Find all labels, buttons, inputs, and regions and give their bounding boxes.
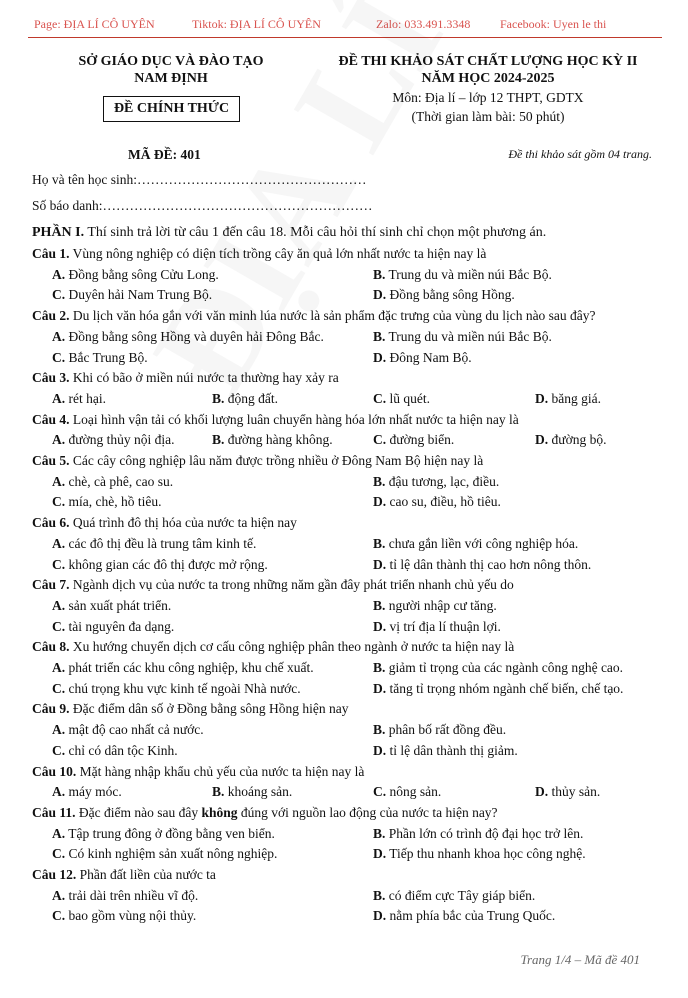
question-number: Câu 4. [32,411,70,427]
option-text: chú trọng khu vực kinh tế ngoài Nhà nước. [68,680,301,696]
question-text-part: đúng với nguồn lao động của nước ta hiện nay? [237,804,498,820]
option-text: không gian các đô thị được mở rộng. [68,556,268,572]
option-letter: A. [52,784,66,800]
question-number: Câu 1. [32,246,70,261]
answer-option [212,391,278,407]
option-text: Tập trung đông ở đồng bằng ven biển. [68,825,275,841]
answer-option [52,536,256,552]
answer-option [373,557,591,573]
option-text: máy móc. [68,784,122,800]
question-number: Câu 5. [32,453,70,468]
option-letter: D. [373,494,387,510]
answer-option [52,267,219,283]
answer-option [52,557,268,573]
answer-option [373,598,497,614]
option-text: chè, cà phê, cao su. [68,473,174,489]
top-tiktok-label: Tiktok: ĐỊA LÍ CÔ UYÊN [192,17,321,31]
option-text: đường bộ. [551,432,607,448]
answer-option [373,722,506,738]
option-letter: A. [52,266,66,282]
answer-option [373,784,441,800]
student-name-field: Họ và tên học sinh:…………………………………………… [32,172,367,187]
option-text: đường thủy nội địa. [68,432,175,448]
answer-option [52,660,314,676]
option-text: Trung du và miền núi Bắc Bộ. [388,266,552,282]
option-text: Duyên hải Nam Trung Bộ. [68,287,213,303]
option-text: phát triển các khu công nghiệp, khu chế xuất. [68,660,314,675]
answer-option [373,846,586,862]
question-stem [32,370,339,386]
option-letter: B. [373,825,386,841]
option-letter: B. [373,660,386,675]
option-text: băng giá. [551,390,601,406]
answer-option [52,598,171,614]
time-line: (Thời gian làm bài: 50 phút) [411,109,565,124]
question-number: Câu 10. [32,763,77,779]
answer-option [52,888,198,904]
question-text: Khi có bão ở miền núi nước ta thường hay xảy ra [72,370,339,386]
option-text: nông sản. [389,784,442,800]
answer-option [52,494,161,510]
option-text: tỉ lệ dân thành thị giảm. [389,742,518,758]
student-id-field: Số báo danh:…………………………………………………… [32,198,373,213]
option-letter: D. [373,846,387,862]
option-text: tỉ lệ dân thành thị cao hơn nông thôn. [389,556,592,572]
option-text: chưa gắn liền với công nghiệp hóa. [388,535,579,551]
answer-option [373,908,555,924]
option-text: Đồng bằng sông Hồng. [389,287,515,303]
official-box: ĐỀ CHÍNH THỨC [103,96,240,122]
answer-option [373,743,518,759]
question-text: Vùng nông nghiệp có diện tích trồng cây ăn quả lớn nhất nước ta hiện nay là [72,246,487,261]
option-text: đường hàng không. [227,432,333,448]
option-letter: D. [373,742,387,758]
answer-option [52,619,174,635]
answer-option [535,784,600,800]
subject-line: Môn: Địa lí – lớp 12 THPT, GDTX [392,90,584,105]
option-text: Đông Nam Bộ. [389,349,472,365]
option-text: sản xuất phát triển. [68,597,172,613]
answer-option [52,826,275,842]
option-letter: C. [52,846,66,862]
question-stem [32,515,297,531]
question-text: Các cây công nghiệp lâu năm được trồng nhiều ở Đông Nam Bộ hiện nay là [72,453,484,468]
option-text: thủy sản. [551,784,601,800]
option-letter: A. [52,660,66,675]
option-text: mía, chè, hồ tiêu. [68,494,162,510]
option-letter: C. [52,287,66,303]
answer-option [52,846,277,862]
option-text: Phần lớn có trình độ đại học trở lên. [388,825,584,841]
option-letter: B. [373,473,386,489]
question-text: Loại hình vận tải có khối lượng luân chuyển hàng hóa lớn nhất nước ta hiện nay là [72,411,519,427]
option-text: nằm phía bắc của Trung Quốc. [389,908,556,924]
option-text: bao gồm vùng nội thủy. [68,908,197,924]
option-text: khoáng sản. [227,784,293,800]
option-letter: D. [535,432,549,448]
option-text: mật độ cao nhất cả nước. [68,722,204,738]
question-text: Quá trình đô thị hóa của nước ta hiện nay [72,515,297,531]
question-stem [32,412,519,428]
option-letter: B. [212,390,225,406]
option-letter: B. [373,328,386,344]
exam-code: MÃ ĐỀ: 401 [128,147,201,162]
top-page-label: Page: ĐỊA LÍ CÔ UYÊN [34,17,155,31]
option-letter: A. [52,390,66,406]
option-text: trải dài trên nhiều vĩ độ. [68,887,199,903]
question-stem [32,308,596,324]
option-text: Đồng bằng sông Hồng và duyên hải Đông Bắc. [68,328,324,344]
option-letter: B. [212,432,225,448]
option-text: giảm tỉ trọng của các ngành công nghệ cao. [388,660,624,675]
answer-option [212,432,333,448]
answer-option [52,350,148,366]
question-number: Câu 3. [32,370,70,386]
option-text: vị trí địa lí thuận lợi. [389,618,501,634]
option-letter: A. [52,535,66,551]
option-letter: A. [52,473,66,489]
question-stem [32,577,514,593]
option-letter: A. [52,432,66,448]
option-text: rét hại. [68,390,106,406]
option-text: Trung du và miền núi Bắc Bộ. [388,328,552,344]
option-letter: B. [373,266,386,282]
school-year: NĂM HỌC 2024-2025 [421,71,555,86]
question-number: Câu 11. [32,804,76,820]
option-letter: B. [373,597,386,613]
top-zalo-label: Zalo: 033.491.3348 [376,17,471,31]
answer-option [52,287,212,303]
answer-option [52,681,301,697]
question-number: Câu 6. [32,515,70,531]
option-letter: A. [52,328,66,344]
question-number: Câu 8. [32,639,70,655]
question-text: Mặt hàng nhập khẩu chủ yếu của nước ta hiện nay là [79,763,365,779]
option-text: các đô thị đều là trung tâm kinh tế. [68,535,257,551]
answer-option [212,784,292,800]
question-stem [32,453,483,469]
answer-option [535,391,601,407]
question-text-part: Đặc điểm nào sau đây [78,804,202,820]
option-letter: C. [52,494,66,510]
option-text: Bắc Trung Bộ. [68,349,148,365]
answer-option [373,287,515,303]
option-letter: D. [535,784,549,800]
option-letter: A. [52,887,66,903]
option-text: tăng tỉ trọng nhóm ngành chế biến, chế tạo. [389,680,624,696]
option-letter: D. [373,287,387,303]
page-footer: Trang 1/4 – Mã đề 401 [520,952,640,967]
question-text: Xu hướng chuyển dịch cơ cấu công nghiệp phân theo ngành ở nước ta hiện nay là [72,639,515,655]
answer-option [373,660,623,676]
option-text: Có kinh nghiệm sản xuất nông nghiệp. [68,846,278,862]
option-letter: D. [535,390,549,406]
option-letter: B. [373,535,386,551]
option-text: cao su, điều, hồ tiêu. [389,494,501,510]
option-letter: C. [52,908,66,924]
answer-option [373,267,552,283]
option-letter: A. [52,825,66,841]
answer-option [373,391,430,407]
answer-option [373,619,501,635]
option-text: tài nguyên đa dạng. [68,618,175,634]
question-number: Câu 12. [32,867,77,882]
answer-option [373,432,454,448]
answer-option [373,826,583,842]
option-letter: B. [373,722,386,738]
part-heading [32,225,546,241]
option-text: Đồng bằng sông Cửu Long. [68,266,219,282]
question-stem [32,639,514,655]
option-letter: C. [52,556,66,572]
option-letter: D. [373,556,387,572]
answer-option [373,350,472,366]
question-text: Phần đất liền của nước ta [79,867,216,882]
option-text: đường biển. [389,432,455,448]
answer-option [373,329,552,345]
top-facebook-label: Facebook: Uyen le thi [500,17,607,31]
answer-option [373,494,501,510]
option-letter: C. [52,618,66,634]
option-text: đậu tương, lạc, điều. [388,473,500,489]
answer-option [52,329,324,345]
header-divider [28,37,662,38]
option-letter: C. [52,742,66,758]
answer-option [52,908,196,924]
question-text: Đặc điểm dân số ở Đồng bằng sông Hồng hiện nay [72,701,349,717]
option-letter: C. [373,432,387,448]
answer-option [52,432,174,448]
option-letter: D. [373,908,387,924]
answer-option [373,474,499,490]
question-number: Câu 9. [32,701,70,717]
question-stem [32,701,348,717]
option-text: phân bố rất đồng đều. [388,722,507,738]
option-letter: C. [52,680,66,696]
answer-option [52,784,122,800]
question-number: Câu 2. [32,308,70,324]
question-text: Ngành dịch vụ của nước ta trong những năm gần đây phát triển nhanh chủ yếu do [72,577,514,593]
dept-line2: NAM ĐỊNH [134,71,208,86]
question-stem [32,764,364,780]
answer-option [52,474,173,490]
part-description: Thí sinh trả lời từ câu 1 đến câu 18. Mỗi câu hỏi thí sinh chỉ chọn một phương án. [87,225,547,240]
question-number: Câu 7. [32,577,70,593]
option-letter: C. [52,349,66,365]
option-letter: B. [373,887,386,903]
option-letter: B. [212,784,225,800]
option-letter: A. [52,722,66,738]
part-title: PHẦN I. [32,225,85,240]
exam-title: ĐỀ THI KHẢO SÁT CHẤT LƯỢNG HỌC KỲ II [338,54,638,69]
answer-option [52,722,204,738]
option-text: động đất. [227,390,279,406]
option-letter: D. [373,349,387,365]
page-count: Đề thi khảo sát gồm 04 trang. [508,147,652,161]
answer-option [373,536,578,552]
option-letter: C. [373,784,387,800]
option-text: lũ quét. [389,390,430,406]
question-stem [32,867,216,883]
answer-option [535,432,606,448]
answer-option [373,681,623,697]
option-text: chỉ có dân tộc Kinh. [68,742,178,758]
option-text: người nhập cư tăng. [388,597,497,613]
option-letter: D. [373,618,387,634]
option-letter: D. [373,680,387,696]
question-stem [32,805,498,821]
answer-option [52,391,106,407]
option-text: Tiếp thu nhanh khoa học công nghệ. [389,846,586,862]
answer-option [52,743,178,759]
dept-line1: SỞ GIÁO DỤC VÀ ĐÀO TẠO [78,54,264,69]
option-letter: A. [52,597,66,613]
option-text: có điểm cực Tây giáp biển. [388,887,536,903]
question-stem [32,246,486,262]
answer-option [373,888,535,904]
question-text-part: không [201,804,238,820]
option-letter: C. [373,390,387,406]
question-text: Du lịch văn hóa gắn với văn minh lúa nước là sản phẩm đặc trưng của vùng du lịch nào sau đây? [72,308,596,324]
